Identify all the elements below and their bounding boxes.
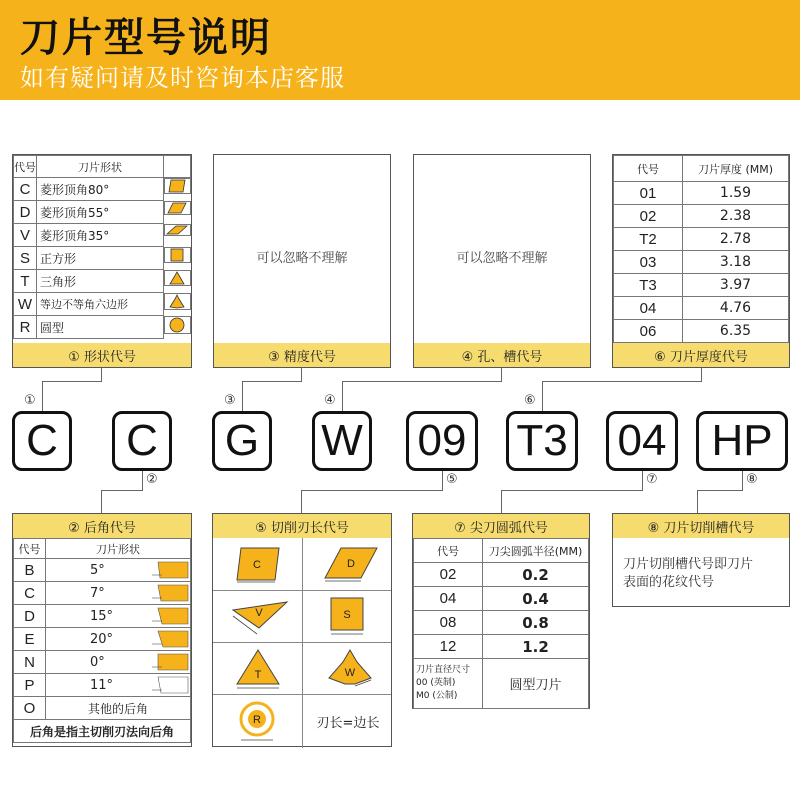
chipbreaker-desc-1: 刀片切削槽代号即刀片 (623, 557, 754, 572)
table-row: P 11° (14, 674, 191, 697)
trigon-icon (169, 294, 185, 309)
table-row: N 0° (14, 651, 191, 674)
insert-d-icon (323, 546, 379, 584)
insert-d-label: D (347, 558, 355, 570)
col-code-header: 代号 (614, 156, 683, 182)
code-box-shape: C (12, 411, 72, 471)
connector-line (742, 471, 743, 491)
header-banner (0, 0, 800, 100)
table-row: T3 3.97 (614, 274, 789, 297)
table-row: 刀片直径尺寸 00 (英制) M0 (公制) 圆型刀片 (414, 659, 589, 709)
edge-length-caption: ⑤ 切削刃长代号 (213, 514, 391, 538)
insert-c-icon (233, 546, 283, 584)
connector-line (501, 490, 502, 513)
code-box-edge-length: 09 (406, 411, 478, 471)
table-row: B 5° (14, 559, 191, 582)
rhombus-35-icon (166, 225, 188, 235)
relief-angle-icon (150, 584, 190, 602)
insert-t-label: T (254, 669, 262, 681)
table-row: 06 6.35 (614, 320, 789, 343)
relief-angle-icon (150, 607, 190, 625)
connector-line (301, 368, 302, 382)
col-shape-header: 刀片形状 (46, 539, 191, 559)
connector-line (242, 381, 302, 382)
col-code-header: 代号 (414, 539, 483, 563)
relief-angle-icon (150, 676, 190, 694)
connector-line (301, 490, 443, 491)
connector-line (42, 381, 43, 411)
shape-code-table (13, 155, 191, 339)
relief-angle-icon (150, 561, 190, 579)
table-row: O 其他的后角 (14, 697, 191, 720)
insert-r-label: R (253, 714, 261, 726)
marker-1: ① (24, 393, 36, 408)
insert-s-label: S (343, 609, 351, 621)
page-subtitle: 如有疑问请及时咨询本店客服 (20, 64, 345, 92)
marker-6: ⑥ (524, 393, 536, 408)
table-row: 04 4.76 (614, 297, 789, 320)
table-row: 03 3.18 (614, 251, 789, 274)
connector-line (442, 471, 443, 491)
connector-line (701, 368, 702, 382)
marker-7: ⑦ (646, 472, 658, 487)
connector-line (642, 471, 643, 491)
connector-line (242, 381, 243, 411)
connector-line (697, 490, 698, 513)
table-row: E 20° (14, 628, 191, 651)
chipbreaker-desc-2: 表面的花纹代号 (623, 575, 715, 590)
insert-s-icon (327, 596, 367, 638)
insert-c-label: C (253, 559, 261, 571)
insert-v-label: V (255, 607, 263, 619)
precision-code-caption: ③ 精度代号 (214, 343, 390, 367)
hole-note: 可以忽略不理解 (456, 251, 548, 266)
insert-v-icon (229, 600, 289, 636)
connector-line (542, 381, 702, 382)
page-title: 刀片型号说明 (20, 15, 272, 61)
relief-angle-icon (150, 653, 190, 671)
table-row: 02 2.38 (614, 205, 789, 228)
table-row: D 菱形顶角55° (14, 201, 191, 224)
col-code-header: 代号 (14, 539, 46, 559)
table-row: 04 0.4 (414, 587, 589, 611)
circle-icon (169, 317, 185, 333)
code-box-chipbreaker: HP (696, 411, 788, 471)
connector-line (542, 381, 543, 411)
table-row: W 等边不等角六边形 (14, 293, 191, 316)
code-box-relief: C (112, 411, 172, 471)
table-row: R 圆型 (14, 316, 191, 339)
table-row: T2 2.78 (614, 228, 789, 251)
connector-line (697, 490, 743, 491)
shape-code-caption: ① 形状代号 (13, 343, 191, 367)
relief-angle-panel (12, 513, 192, 747)
rhombus-55-icon (167, 202, 187, 214)
relief-angle-icon (150, 630, 190, 648)
chipbreaker-panel (612, 513, 790, 607)
relief-angle-table (13, 538, 191, 743)
marker-5: ⑤ (446, 472, 458, 487)
square-icon (170, 248, 184, 262)
code-box-precision: G (212, 411, 272, 471)
table-row: 12 1.2 (414, 635, 589, 659)
marker-3: ③ (224, 393, 236, 408)
shape-code-panel (12, 154, 192, 368)
precision-note: 可以忽略不理解 (256, 251, 348, 266)
marker-8: ⑧ (746, 472, 758, 487)
col-code-header: 代号 (14, 156, 37, 178)
insert-w-icon (325, 648, 375, 692)
code-box-hole: W (312, 411, 372, 471)
insert-w-label: W (344, 667, 356, 679)
connector-line (101, 368, 102, 382)
col-thickness-header: 刀片厚度 (MM) (683, 156, 789, 182)
code-box-thickness: T3 (506, 411, 578, 471)
table-row: T 三角形 (14, 270, 191, 293)
precision-code-panel (213, 154, 391, 368)
insert-t-icon (235, 648, 281, 692)
table-row: C 7° (14, 582, 191, 605)
marker-2: ② (146, 472, 158, 487)
nose-radius-caption: ⑦ 尖刀圆弧代号 (413, 514, 589, 538)
table-row: C 菱形顶角80° (14, 178, 191, 201)
insert-r-icon (237, 700, 277, 744)
edge-length-panel (212, 513, 392, 747)
connector-line (142, 471, 143, 491)
col-shape-header: 刀片形状 (37, 156, 164, 178)
relief-angle-caption: ② 后角代号 (13, 514, 191, 538)
connector-line (501, 368, 502, 382)
connector-line (301, 490, 302, 513)
nose-radius-panel (412, 513, 590, 709)
table-row: V 菱形顶角35° (14, 224, 191, 247)
nose-radius-table (413, 538, 589, 709)
connector-line (342, 381, 343, 411)
table-row: D 15° (14, 605, 191, 628)
table-row: 08 0.8 (414, 611, 589, 635)
edge-length-note: 刃长=边长 (316, 716, 380, 731)
connector-line (501, 490, 643, 491)
relief-footer: 后角是指主切削刃法向后角 (14, 720, 191, 743)
connector-line (42, 381, 102, 382)
connector-line (101, 490, 102, 513)
marker-4: ④ (324, 393, 336, 408)
triangle-icon (169, 271, 185, 285)
thickness-code-caption: ⑥ 刀片厚度代号 (613, 343, 789, 367)
connector-line (342, 381, 502, 382)
hole-code-caption: ④ 孔、槽代号 (414, 343, 590, 367)
rhombus-80-icon (168, 179, 186, 193)
connector-line (101, 490, 143, 491)
table-row: 02 0.2 (414, 563, 589, 587)
hole-code-panel (413, 154, 591, 368)
thickness-code-panel (612, 154, 790, 368)
chipbreaker-caption: ⑧ 刀片切削槽代号 (613, 514, 789, 538)
col-radius-header: 刀尖圆弧半径(MM) (483, 539, 589, 563)
code-box-radius: 04 (606, 411, 678, 471)
table-row: S 正方形 (14, 247, 191, 270)
table-row: 01 1.59 (614, 182, 789, 205)
thickness-table (613, 155, 789, 343)
